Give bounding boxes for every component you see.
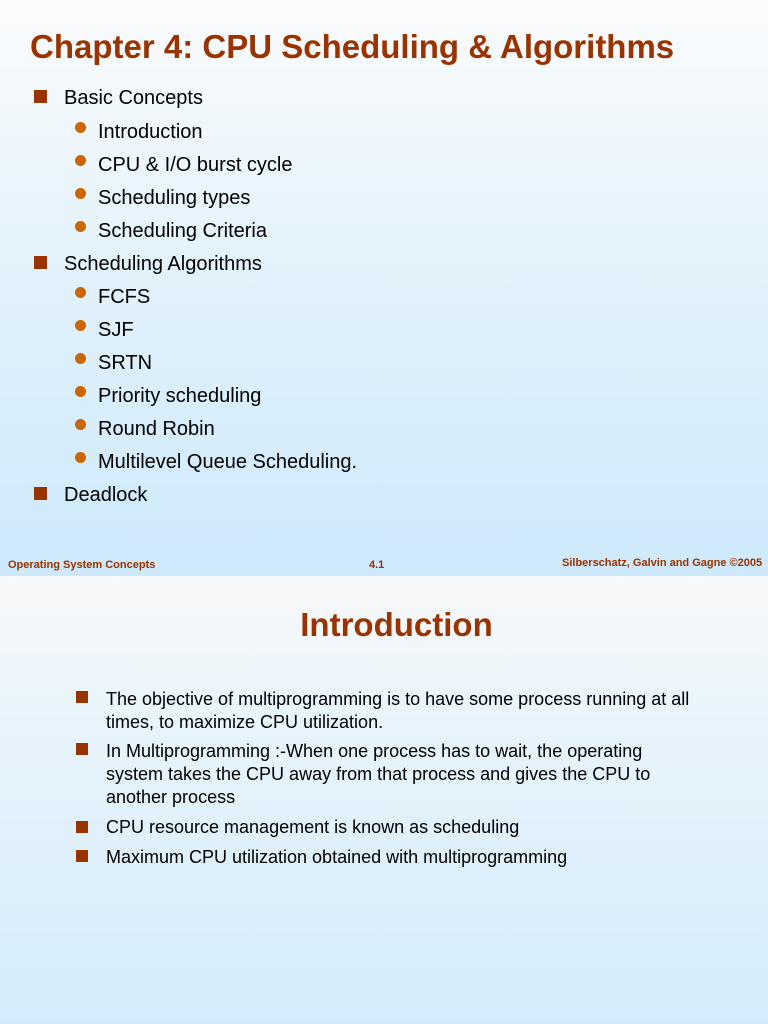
outline-subitem: Round Robin (98, 418, 215, 440)
round-bullet-icon (75, 122, 86, 133)
round-bullet-icon (75, 221, 86, 232)
outline-item: Scheduling Algorithms (64, 253, 262, 275)
outline-item: Deadlock (64, 484, 148, 506)
outline-item: Basic Concepts (64, 87, 203, 109)
bullet-paragraph: In Multiprogramming :-When one process has to wait, the operating system takes the CPU away from that process and gives the CPU to another process (106, 741, 651, 807)
round-bullet-icon (75, 155, 86, 166)
outline-subitem: FCFS (98, 286, 151, 308)
square-bullet-icon (76, 691, 88, 703)
slide-introduction (0, 576, 768, 1024)
round-bullet-icon (75, 419, 86, 430)
round-bullet-icon (75, 287, 86, 298)
outline-subitem: Scheduling types (98, 187, 251, 209)
square-bullet-icon (34, 256, 47, 269)
outline-subitem: SJF (98, 319, 134, 341)
slide-title: Introduction (300, 606, 493, 643)
outline-subitem: Introduction (98, 121, 203, 143)
round-bullet-icon (75, 452, 86, 463)
bullet-paragraph: Maximum CPU utilization obtained with multiprogramming (106, 847, 568, 867)
bullet-paragraph: CPU resource management is known as scheduling (106, 817, 520, 837)
round-bullet-icon (75, 353, 86, 364)
footer-left: Operating System Concepts (8, 559, 156, 571)
slide-title: Chapter 4: CPU Scheduling & Algorithms (30, 28, 675, 65)
square-bullet-icon (76, 821, 88, 833)
round-bullet-icon (75, 188, 86, 199)
outline-subitem: Multilevel Queue Scheduling. (98, 451, 358, 473)
round-bullet-icon (75, 386, 86, 397)
outline-subitem: Scheduling Criteria (98, 220, 267, 242)
outline-subitem: SRTN (98, 352, 153, 374)
footer-right: Silberschatz, Galvin and Gagne ©2005 (562, 557, 763, 569)
outline-subitem: Priority scheduling (98, 385, 262, 407)
square-bullet-icon (34, 90, 47, 103)
square-bullet-icon (76, 743, 88, 755)
round-bullet-icon (75, 320, 86, 331)
outline-subitem: CPU & I/O burst cycle (98, 154, 293, 176)
footer-page-number: 4.1 (369, 559, 385, 571)
square-bullet-icon (76, 850, 88, 862)
bullet-paragraph: The objective of multiprogramming is to have some process running at all times, to maximize CPU utilization. (106, 689, 690, 732)
square-bullet-icon (34, 487, 47, 500)
